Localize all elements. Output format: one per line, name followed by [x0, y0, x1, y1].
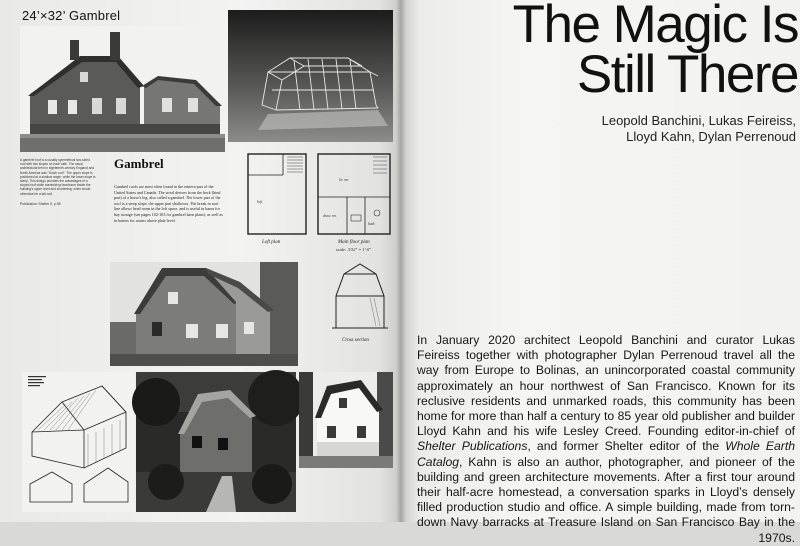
bath-label: bath: [368, 222, 375, 226]
loft-plan-label: Loft plan: [262, 240, 281, 245]
cross-section-label: Cross section: [342, 338, 369, 343]
article-title-line-1: The Magic Is: [512, 0, 798, 54]
main-floor-plan-label: Main floor plan: [338, 240, 370, 245]
gambrel-body-text: Gambrel roofs are most often found in the eastern part of the United States and Canada. The word derives from the hock (hind part) of a horse's leg, also called a gambrel. The lower part of the roof is a steep slope, the upper part shallower. The break in roof line allows head room in the loft space, and is useful in barns for hay storage (see pages 102-103 for gambrel barn plans), as well as in homes for rooms above plate level.: [114, 184, 223, 223]
woods-house-photo: [136, 372, 296, 512]
cross-section-drawing: [330, 258, 390, 334]
article-title: [438, 0, 798, 104]
left-page: [0, 0, 400, 522]
gambrel-house-photo: [20, 26, 225, 152]
stone-gambrel-photo: [110, 262, 298, 366]
authors-line-2: Lloyd Kahn, Dylan Perrenoud: [626, 129, 796, 144]
isometric-frame-drawing: [22, 372, 134, 512]
main-floor-plan-drawing: [317, 153, 391, 235]
loft-plan-drawing: [247, 153, 307, 235]
living-room-label: liv. rm.: [339, 178, 350, 182]
publication-credit: Publication: Shelter II, p.98: [20, 202, 61, 206]
article-title-line-2: Still There: [576, 45, 798, 104]
loft-room-label: loft: [257, 199, 263, 204]
article-body: [417, 333, 795, 546]
article-authors: [560, 113, 796, 145]
gambrel-heading: Gambrel: [114, 156, 164, 171]
article-italic-whole-earth-catalog: Whole Earth Catalog: [417, 439, 796, 469]
article-text-3: , Kahn is also an author, photographer, and pioneer of the building and green architecture movements. After a first tour around their half-acre homestead, a conversation sparks in Lloyd’s densely filled production studio and office. A simple building, made from torn-down Navy barracks at Treasure Island on San Francisco Bay in the 1970s.: [417, 454, 795, 545]
frame-model-photo: [228, 10, 393, 142]
drawing-room-label: draw. rm.: [323, 214, 337, 218]
photo-caption: A gambrel roof is a usually symmetrical two-sided roof with two slopes on each side. The usual architectural term in eighteenth-century England and North America was "Dutch roof". The upper slope is positioned at a shallow angle, while the lower slope is steep. This design provides the advantages of a sloped roof while maximizing headroom inside the building's upper level and shortening, when would otherwise be a tall roof.: [20, 158, 96, 196]
book-gutter: [396, 0, 406, 522]
white-gambrel-photo: [299, 372, 393, 468]
authors-line-1: Leopold Banchini, Lukas Feireiss,: [601, 113, 796, 128]
section-title: 24’×32’ Gambrel: [22, 8, 121, 23]
article-italic-shelter-publications: Shelter Publications: [417, 439, 528, 454]
plan-scale-label: scale: 3/32" = 1'-0": [336, 247, 372, 252]
article-text-1: In January 2020 architect Leopold Banchini and curator Lukas Feireiss together with photographer Dylan Perrenoud travel all the way from Europe to Bolinas, an unincorporated coastal community approximately an hour northwest of San Francisco. Known for its reclusive residents and unmarked roads, this community has been home for more than half a century to 85 year old publisher and builder Lloyd Kahn and his wife Lesley Creed. Founding editor-in-chief of: [417, 333, 795, 439]
article-text-2: , and former Shelter editor of the: [527, 439, 726, 454]
